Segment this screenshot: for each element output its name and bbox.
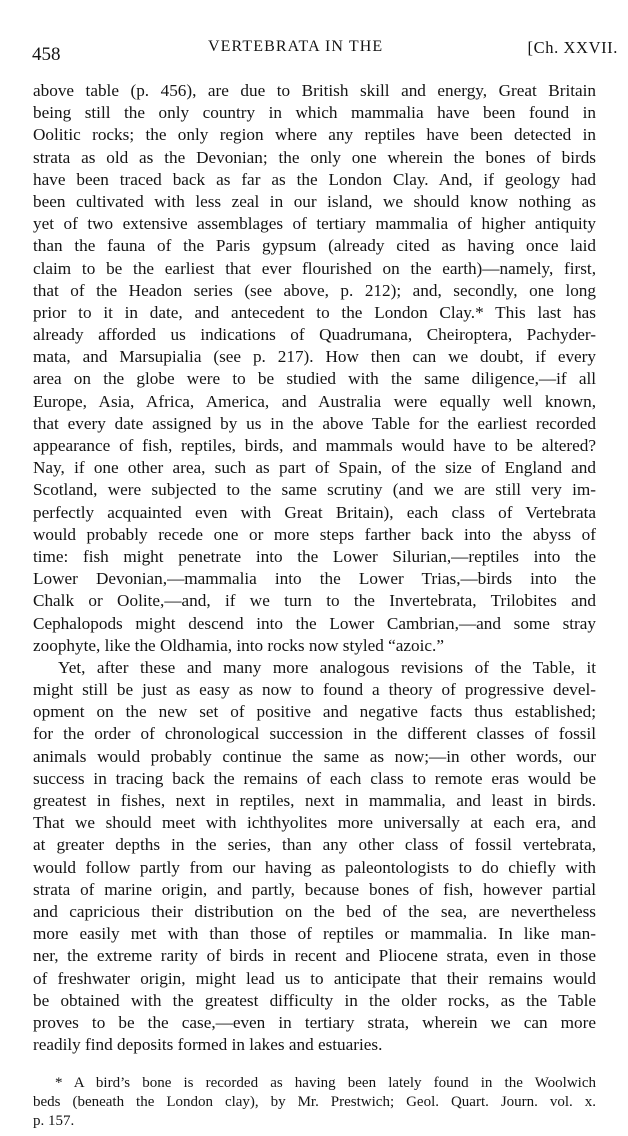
text-line: for the order of chronological succession in the different classes of fossil <box>33 724 596 744</box>
text-line: claim to be the earliest that ever flourished on the earth)—namely, first, <box>33 258 596 278</box>
text-line: Nay, if one other area, such as part of Spain, of the size of England and <box>33 458 596 478</box>
text-line: have been traced back as far as the London Clay. And, if geology had <box>33 169 596 189</box>
text-line: would follow partly from our having as paleontologists to do chiefly with <box>33 857 596 877</box>
footnote-line: beds (beneath the London clay), by Mr. Prestwich; Geol. Quart. Journ. vol. x. <box>33 1094 596 1110</box>
text-line: zoophyte, like the Oldhamia, into rocks now styled “azoic.” <box>33 635 444 655</box>
text-line: Yet, after these and many more analogous revisions of the Table, it <box>58 657 596 677</box>
text-line: more easily met with than those of reptiles or mammalia. In like man- <box>33 924 596 944</box>
text-line: at greater depths in the series, than any other class of fossil vertebrata, <box>33 835 596 855</box>
text-line: success in tracing back the remains of each class to remote eras would be <box>33 768 596 788</box>
text-line: Europe, Asia, Africa, America, and Australia were equally well known, <box>33 391 596 411</box>
text-line: would probably recede one or more steps farther back into the abyss of <box>33 524 596 544</box>
text-line: already afforded us indications of Quadrumana, Cheiroptera, Pachyder- <box>33 325 596 345</box>
body-text <box>33 80 596 1056</box>
text-line: prior to it in date, and antecedent to the London Clay.* This last has <box>33 302 596 322</box>
text-line: time: fish might penetrate into the Lower Silurian,—reptiles into the <box>33 546 596 566</box>
text-line: that every date assigned by us in the above Table for the earliest recorded <box>33 413 596 433</box>
running-title: VERTEBRATA IN THE <box>208 38 384 55</box>
text-line: above table (p. 456), are due to British skill and energy, Great Britain <box>33 81 596 100</box>
text-line: that of the Headon series (see above, p. 212); and, secondly, one long <box>33 280 596 300</box>
text-line: strata of marine origin, and partly, because bones of fish, however partial <box>33 879 596 899</box>
text-line: area on the globe were to be studied with the same diligence,—if all <box>33 369 596 389</box>
footnote <box>33 1074 596 1131</box>
text-line: Oolitic rocks; the only region where any reptiles have been detected in <box>33 125 596 145</box>
text-line: might still be just as easy as now to found a theory of progressive devel- <box>33 680 596 700</box>
text-line: than the fauna of the Paris gypsum (already cited as having once laid <box>33 236 596 256</box>
text-line: animals would probably continue the same as now;—in other words, our <box>33 746 596 766</box>
text-line: Chalk or Oolite,—and, if we turn to the Invertebrata, Trilobites and <box>33 591 596 611</box>
text-line: ner, the extreme rarity of birds in recent and Pliocene strata, even in those <box>33 946 596 966</box>
text-line: appearance of fish, reptiles, birds, and mammals would have to be altered? <box>33 436 596 455</box>
text-line: being still the only country in which mammalia have been found in <box>33 103 596 123</box>
chapter-reference: [Ch. XXVII. <box>527 38 618 57</box>
text-line: readily find deposits formed in lakes and estuaries. <box>33 1035 383 1055</box>
footnote-line: p. 157. <box>33 1113 75 1129</box>
footnote-line: * A bird’s bone is recorded as having been lately found in the Woolwich <box>55 1075 596 1091</box>
text-line: been cultivated with less zeal in our island, we should know nothing as <box>33 191 596 211</box>
text-line: perfectly acquainted even with Great Britain), each class of Vertebrata <box>33 502 596 522</box>
text-line: Cephalopods might descend into the Lower Cambrian,—and some stray <box>33 613 596 633</box>
text-line: of freshwater origin, might lead us to anticipate that their remains would <box>33 968 596 988</box>
text-line: and capricious their distribution on the bed of the sea, are nevertheless <box>33 901 596 921</box>
text-line: Scotland, were subjected to the same scrutiny (and we are still very im- <box>33 480 596 500</box>
text-line: proves to be the case,—even in tertiary strata, wherein we can more <box>33 1012 596 1032</box>
text-line: greatest in fishes, next in reptiles, next in mammalia, and least in birds. <box>33 791 596 810</box>
page-number: 458 <box>32 44 61 65</box>
text-line: Lower Devonian,—mammalia into the Lower Trias,—birds into the <box>33 569 596 589</box>
text-line: opment on the new set of positive and negative facts thus established; <box>33 702 596 722</box>
running-head <box>32 38 618 64</box>
text-line: strata as old as the Devonian; the only one wherein the bones of birds <box>33 147 596 167</box>
text-line: yet of two extensive assemblages of tertiary mammalia of higher antiquity <box>33 214 596 234</box>
text-line: be obtained with the greatest difficulty in the older rocks, as the Table <box>33 990 596 1010</box>
text-line: That we should meet with ichthyolites more universally at each era, and <box>33 813 596 833</box>
text-line: mata, and Marsupialia (see p. 217). How then can we doubt, if every <box>33 347 596 367</box>
